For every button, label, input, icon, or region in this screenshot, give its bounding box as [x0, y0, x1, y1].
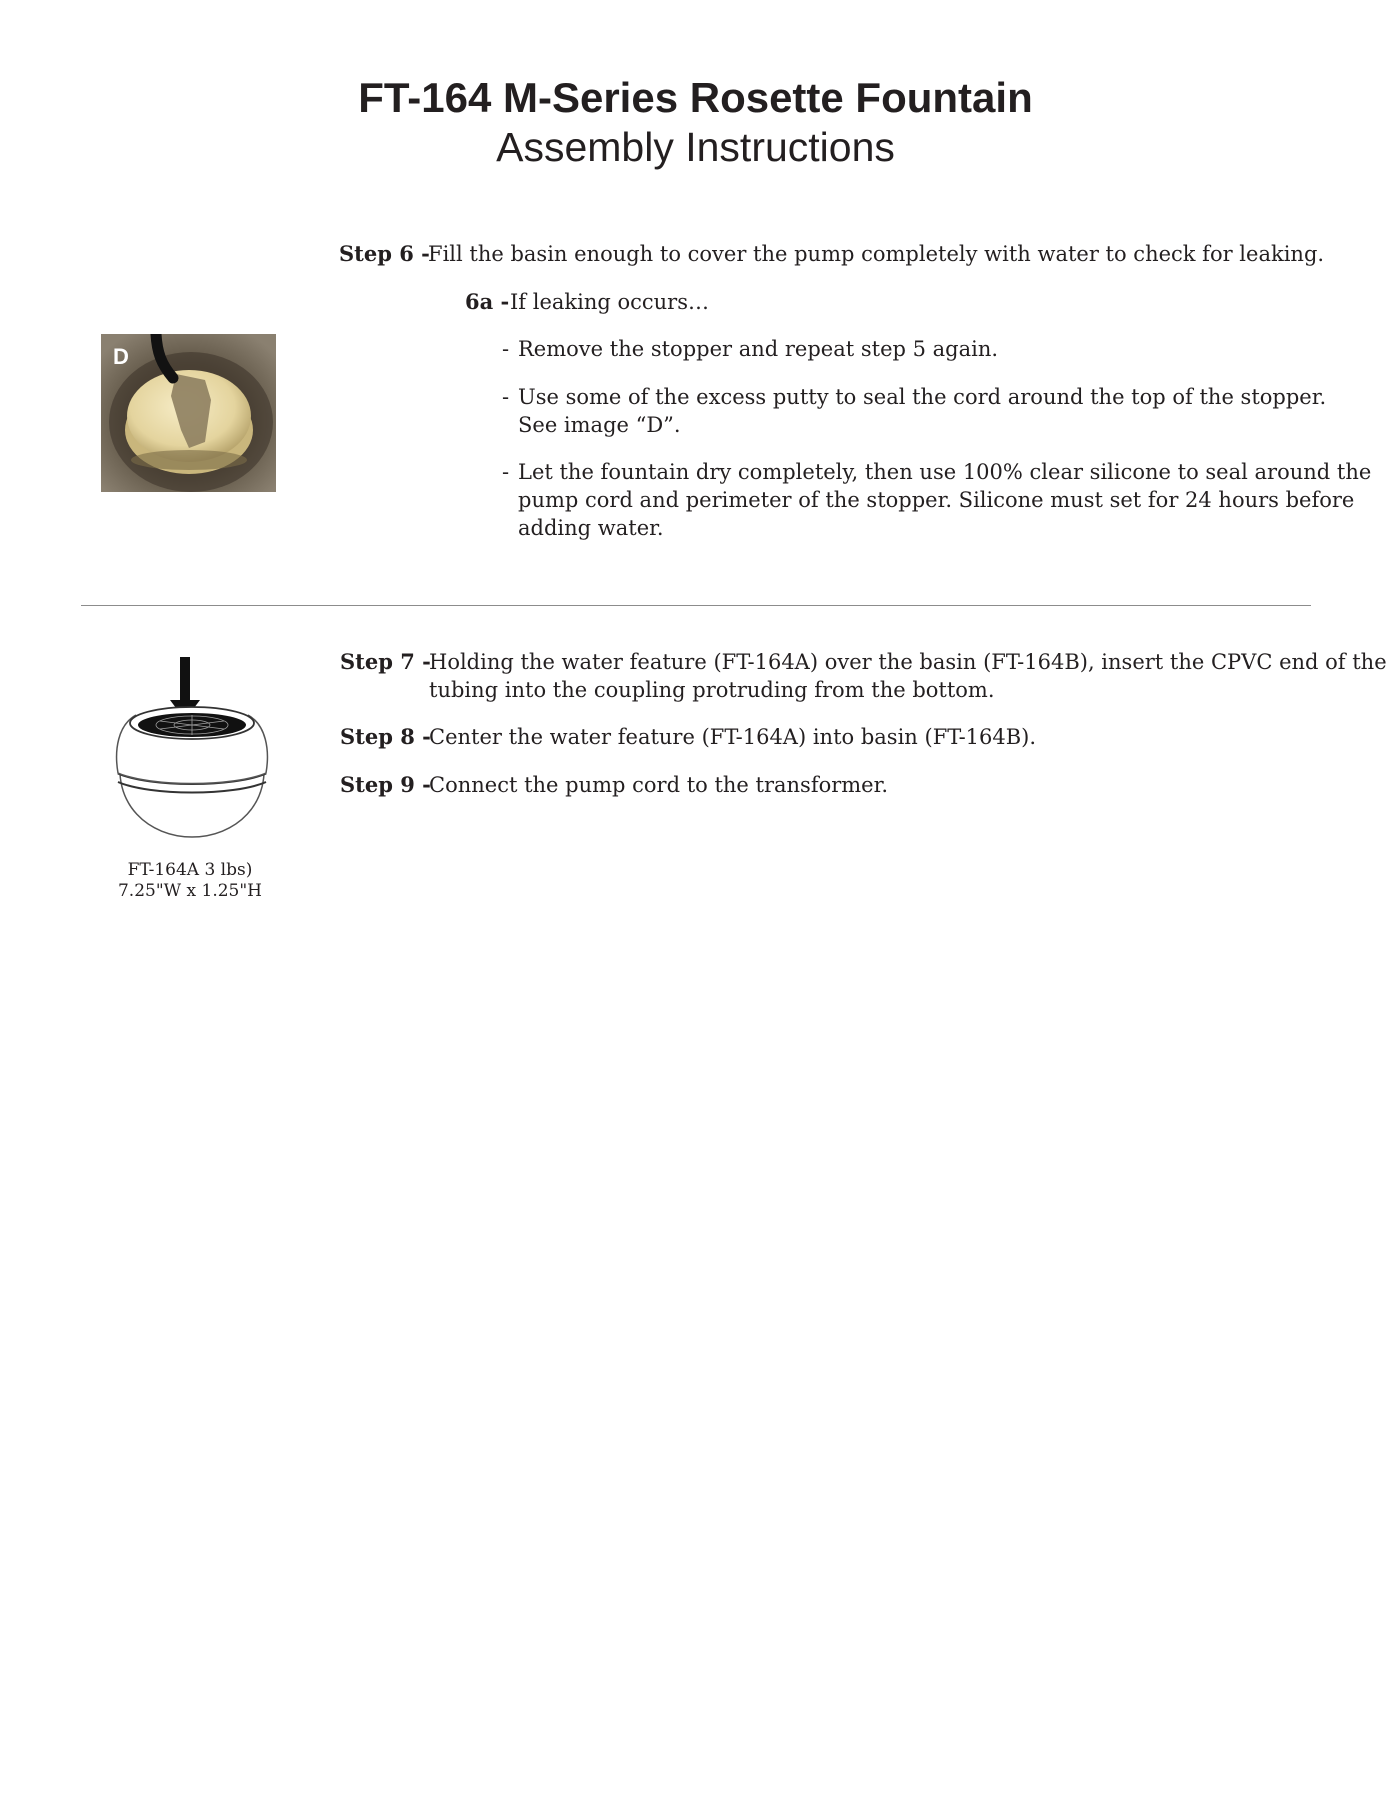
bullet-3-line-1: Let the fountain dry completely, then use 100% clear silicone to seal around the	[518, 460, 1372, 484]
bullet-3-line-3: adding water.	[518, 516, 664, 540]
bowl-caption-weight: FT-164A 3 lbs)	[127, 860, 253, 880]
bullet-2-line-1: Use some of the excess putty to seal the cord around the top of the stopper.	[518, 385, 1327, 409]
bullet-1-dash: -	[502, 337, 510, 361]
step-7-line-2: tubing into the coupling protruding from the bottom.	[429, 678, 995, 702]
step-7-line-1: Holding the water feature (FT-164A) over the basin (FT-164B), insert the CPVC end of the	[429, 650, 1387, 674]
page-subtitle: Assembly Instructions	[496, 124, 895, 170]
bowl-caption-dimensions: 7.25"W x 1.25"H	[117, 881, 263, 901]
step-8-label: Step 8 -	[340, 724, 431, 749]
step-9-label: Step 9 -	[340, 772, 431, 797]
step-9-text: Connect the pump cord to the transformer.	[429, 773, 889, 797]
step-6-text: Fill the basin enough to cover the pump completely with water to check for leaking.	[428, 242, 1325, 266]
bullet-1-line-1: Remove the stopper and repeat step 5 again.	[518, 337, 999, 361]
bowl-drawing	[110, 655, 275, 850]
step-7-label: Step 7 -	[340, 649, 431, 674]
bullet-3-line-2: pump cord and perimeter of the stopper. Silicone must set for 24 hours before	[518, 488, 1355, 512]
page-title: FT-164 M-Series Rosette Fountain	[358, 74, 1033, 121]
photo-label: D	[113, 344, 129, 369]
step-8-text: Center the water feature (FT-164A) into basin (FT-164B).	[429, 725, 1037, 749]
water-feature-illustration	[110, 655, 275, 850]
step-6a-text: If leaking occurs…	[510, 290, 709, 314]
step-6-label: Step 6 -	[339, 241, 430, 266]
bullet-3-dash: -	[502, 460, 510, 484]
section-divider	[81, 605, 1311, 606]
bullet-2-dash: -	[502, 385, 510, 409]
bullet-2-line-2: See image “D”.	[518, 413, 681, 437]
step-6a-label: 6a -	[465, 289, 510, 314]
stopper-photo-image	[101, 334, 276, 492]
step-6	[339, 240, 430, 268]
stopper-photo	[101, 334, 276, 492]
